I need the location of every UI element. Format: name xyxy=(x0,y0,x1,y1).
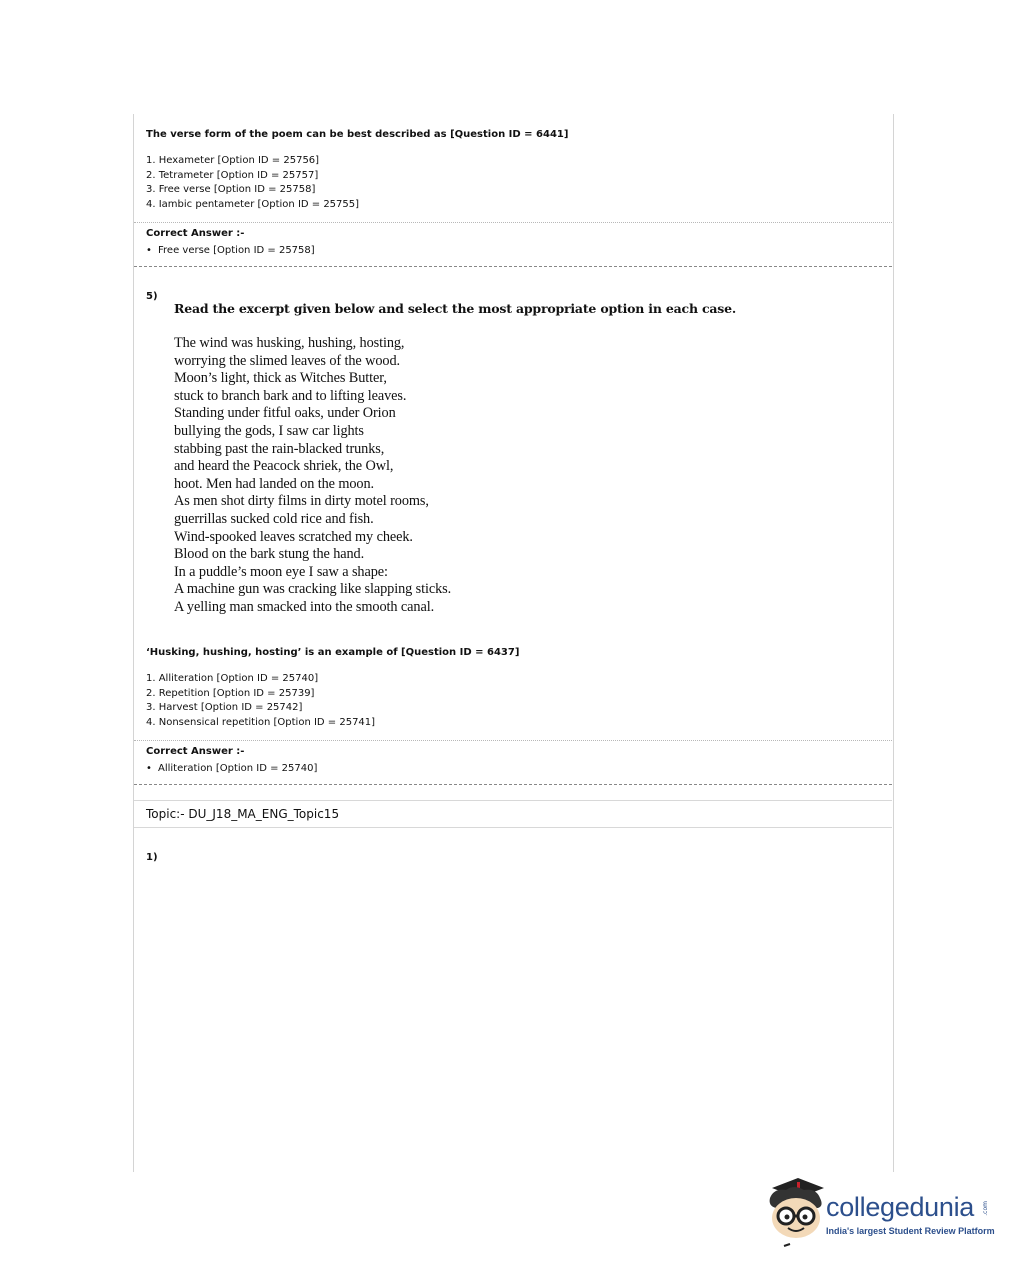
option-3: 3. Free verse [Option ID = 25758] xyxy=(146,184,316,196)
brand-name: collegedunia xyxy=(826,1192,975,1222)
topic-heading: Topic:- DU_J18_MA_ENG_Topic15 xyxy=(146,807,340,821)
question-number: 1) xyxy=(146,852,158,863)
poem-excerpt xyxy=(174,335,451,617)
correct-answer-text: Alliteration [Option ID = 25740] xyxy=(158,763,318,774)
instruction-text: Read the excerpt given below and select the most appropriate option in each case. xyxy=(174,301,737,316)
option-2: 2. Tetrameter [Option ID = 25757] xyxy=(146,169,319,181)
poem-line: The wind was husking, hushing, hosting, xyxy=(174,335,405,351)
poem-line: Blood on the bark stung the hand. xyxy=(174,546,365,563)
brand-tagline: India's largest Student Review Platform xyxy=(826,1226,995,1236)
question-text: ‘Husking, hushing, hosting’ is an example of [Question ID = 6437] xyxy=(146,647,520,658)
bullet-icon: • xyxy=(146,245,152,256)
correct-answer xyxy=(146,245,315,256)
bullet-icon: • xyxy=(146,763,152,774)
poem-line: stuck to branch bark and to lifting leaves. xyxy=(174,387,407,404)
poem-line: As men shot dirty films in dirty motel rooms, xyxy=(174,493,429,510)
option-1: 1. Alliteration [Option ID = 25740] xyxy=(146,673,319,684)
brand-suffix: .com xyxy=(982,1201,989,1216)
poem-line: A yelling man smacked into the smooth canal. xyxy=(174,598,435,615)
mascot-icon xyxy=(764,1174,834,1252)
topic-top-border xyxy=(134,800,892,801)
poem-line: In a puddle’s moon eye I saw a shape: xyxy=(174,563,388,580)
poem-line: and heard the Peacock shriek, the Owl, xyxy=(174,458,394,475)
divider xyxy=(134,740,892,741)
question-number: 5) xyxy=(146,291,158,302)
option-2: 2. Repetition [Option ID = 25739] xyxy=(146,687,315,699)
poem-line: Wind-spooked leaves scratched my cheek. xyxy=(174,528,413,545)
poem-line: Moon’s light, thick as Witches Butter, xyxy=(174,370,387,387)
question-text: The verse form of the poem can be best described as [Question ID = 6441] xyxy=(146,129,569,140)
divider xyxy=(134,266,892,267)
divider xyxy=(134,784,892,785)
option-4: 4. Nonsensical repetition [Option ID = 25741] xyxy=(146,716,376,728)
poem-line: worrying the slimed leaves of the wood. xyxy=(174,352,400,369)
page-frame xyxy=(133,114,894,1172)
option-1: 1. Hexameter [Option ID = 25756] xyxy=(146,155,320,166)
option-3: 3. Harvest [Option ID = 25742] xyxy=(146,702,303,714)
poem-line: A machine gun was cracking like slapping sticks. xyxy=(174,581,452,598)
poem-line: stabbing past the rain-blacked trunks, xyxy=(174,440,385,457)
correct-answer-label: Correct Answer :- xyxy=(146,746,245,757)
correct-answer-text: Free verse [Option ID = 25758] xyxy=(158,245,315,256)
poem-line: hoot. Men had landed on the moon. xyxy=(174,475,374,492)
poem-line: Standing under fitful oaks, under Orion xyxy=(174,405,396,422)
option-4: 4. Iambic pentameter [Option ID = 25755] xyxy=(146,198,360,210)
correct-answer xyxy=(146,763,317,774)
topic-bottom-border xyxy=(134,827,892,828)
divider xyxy=(134,222,892,223)
options-list xyxy=(146,154,359,212)
poem-line: bullying the gods, I saw car lights xyxy=(174,422,364,439)
correct-answer-label: Correct Answer :- xyxy=(146,228,245,239)
poem-line: guerrillas sucked cold rice and fish. xyxy=(174,510,374,527)
options-list xyxy=(146,672,375,730)
